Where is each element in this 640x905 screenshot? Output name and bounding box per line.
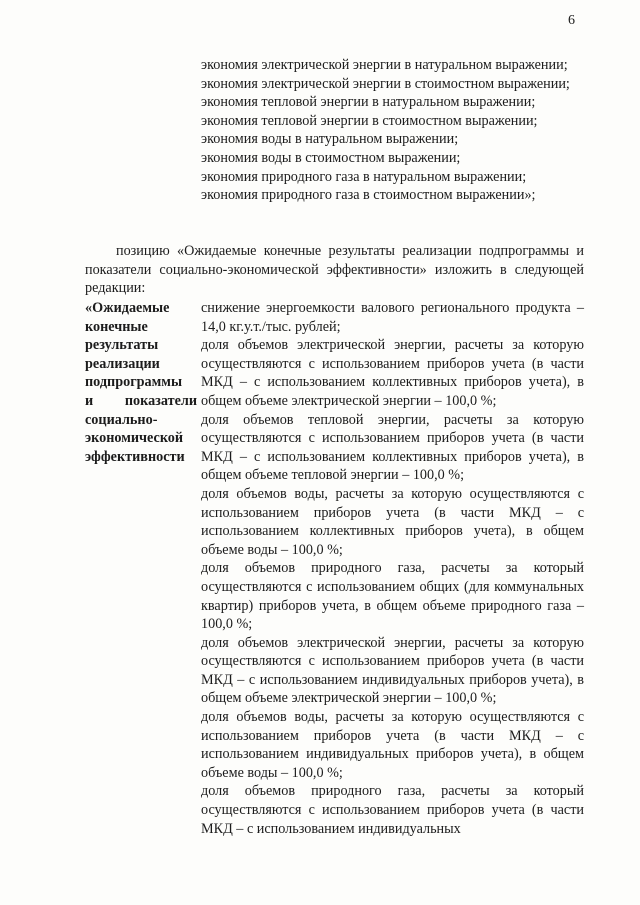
term-line: и показатели [85,392,197,409]
term-line: социально- [85,411,158,428]
term-line: эффективности [85,448,185,465]
list-item: экономия электрической энергии в натуральном выражении; [201,57,568,73]
definition-body [201,299,584,838]
term-line: «Ожидаемые [85,300,170,316]
indicator-item: доля объемов природного газа, расчеты за который осуществляются с использованием приборов учета (в части МКД – с использованием индивидуальных [201,783,584,837]
list-item: экономия природного газа в стоимостном выражении»; [201,187,536,204]
indicator-item: доля объемов воды, расчеты за которую осуществляются с использованием приборов учета (в части МКД – с использованием индивидуальных приборов учета), в общем объеме воды – 100,0 %; [201,709,584,781]
list-item: экономия воды в натуральном выражении; [201,131,459,148]
indicator-item: доля объемов природного газа, расчеты за который осуществляются с использованием общих (для коммунальных квартир) приборов учета, в общем объеме природного газа – 100,0 %; [201,560,584,633]
list-item: экономия тепловой энергии в стоимостном выражении; [201,112,538,129]
intro-paragraph: позицию «Ожидаемые конечные результаты реализации подпрограммы и показатели социально-экономической эффективности» изложить в следующей редакции: [85,243,584,297]
list-item: экономия природного газа в натуральном выражении; [201,168,527,185]
list-item: экономия воды в стоимостном выражении; [201,149,461,166]
term-line: экономической [85,430,184,447]
indicator-item: доля объемов электрической энергии, расчеты за которую осуществляются с использованием приборов учета (в части МКД – с использованием индивидуальных приборов учета), в общем объеме электрической энергии – 100,0 %; [201,634,584,707]
term-line: конечные [85,318,148,335]
indicator-item: доля объемов воды, расчеты за которую осуществляются с использованием приборов учета (в части МКД – с использованием коллективных приборов учета), в общем объеме воды – 100,0 %; [201,485,584,558]
page-number: 6 [568,13,575,28]
list-item: экономия тепловой энергии в натуральном выражении; [201,94,536,111]
savings-list [201,56,584,205]
definition-row [85,299,584,838]
indicator-item: доля объемов электрической энергии, расчеты за которую осуществляются с использованием приборов учета (в части МКД – с использованием коллективных приборов учета), в общем объеме электрической энергии – 100,0 %; [201,337,584,409]
list-item: экономия электрической энергии в стоимостном выражении; [201,75,570,92]
term-line: реализации [85,355,160,372]
indicator-item: снижение энергоемкости валового регионального продукта – 14,0 кг.у.т./тыс. рублей; [201,300,584,335]
term-line: результаты [85,337,159,354]
definition-term [85,299,197,838]
indicator-item: доля объемов тепловой энергии, расчеты за которую осуществляются с использованием приборов учета (в части МКД – с использованием коллективных приборов учета), в общем объеме тепловой энергии – 100,0 %; [201,411,584,484]
term-line: подпрограммы [85,374,183,391]
